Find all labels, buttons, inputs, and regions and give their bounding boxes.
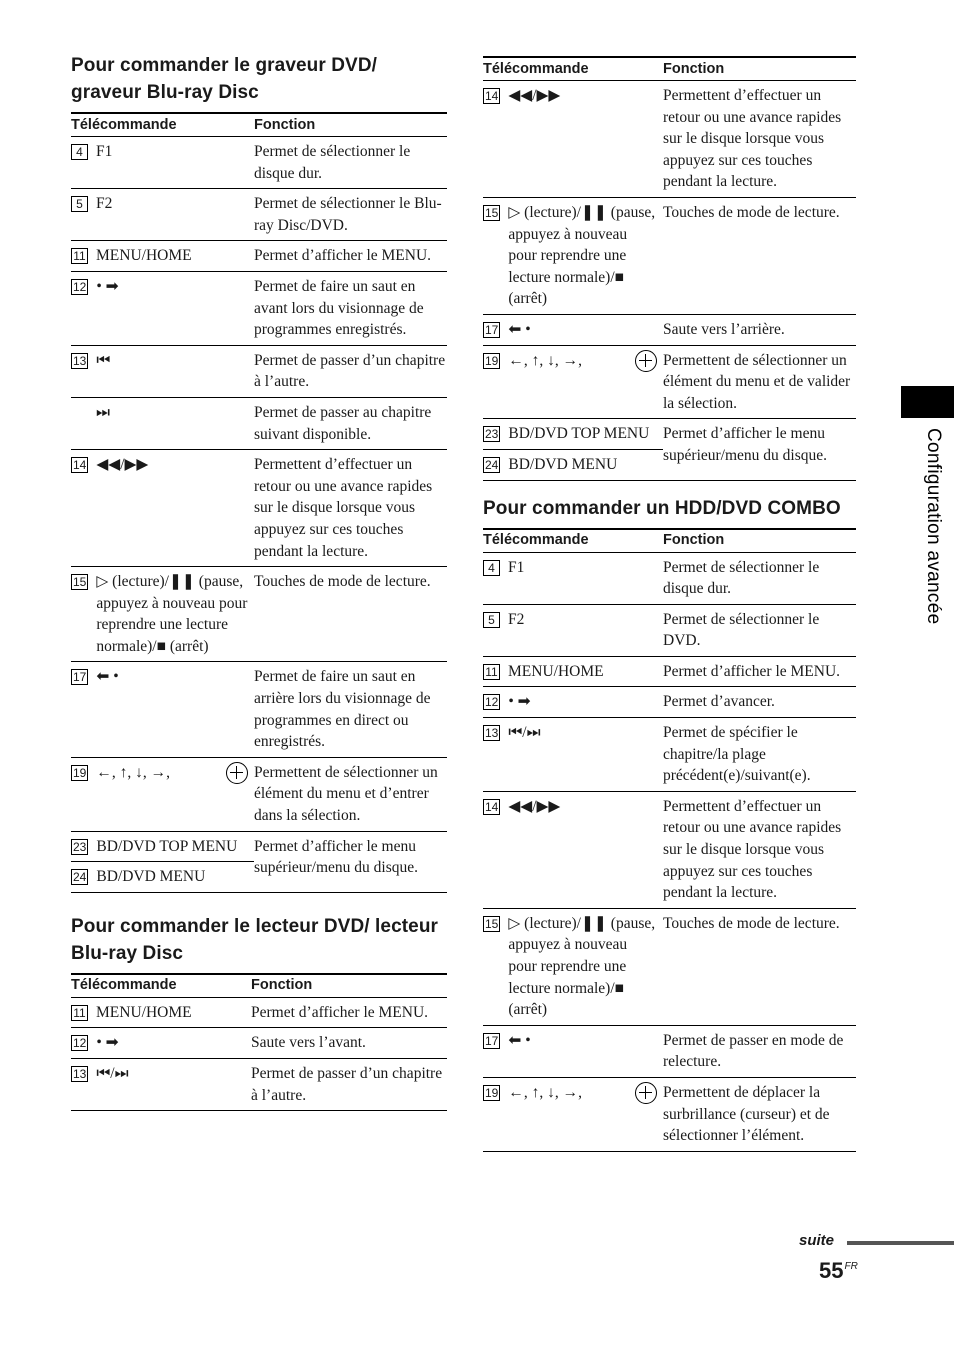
key-number-badge: 11 xyxy=(71,248,88,264)
remote-cell xyxy=(483,1077,663,1151)
table-row xyxy=(71,241,447,272)
remote-cell xyxy=(71,757,254,831)
remote-key-label: F1 xyxy=(96,143,113,160)
key-number-badge: 11 xyxy=(483,664,500,680)
side-section-label: Configuration avancée xyxy=(923,428,944,625)
remote-key-label: F1 xyxy=(508,558,525,576)
table-row xyxy=(71,1028,447,1059)
table-body xyxy=(71,997,447,1110)
remote-cell xyxy=(483,604,663,656)
left-column xyxy=(71,52,447,1111)
key-number-badge: 17 xyxy=(485,322,499,337)
table-row xyxy=(483,656,856,687)
header-remote: Télécommande xyxy=(483,57,663,81)
key-number-badge: 14 xyxy=(485,799,499,814)
function-cell: Permet de sélectionner le disque dur. xyxy=(663,552,856,604)
remote-cell xyxy=(71,137,254,189)
table-row xyxy=(71,757,447,831)
function-cell: Permet de faire un saut en arrière lors du visionnage de programmes en direct ou enregistrés. xyxy=(254,662,447,757)
function-cell: Permet de sélectionner le Blu-ray Disc/DVD. xyxy=(254,189,447,241)
table-body xyxy=(483,552,856,1151)
table-row xyxy=(71,1059,447,1111)
header-function: Fonction xyxy=(254,113,447,137)
remote-cell xyxy=(483,81,663,198)
table-row xyxy=(483,81,856,198)
header-function: Fonction xyxy=(251,974,447,998)
remote-key-label: ▷ (lecture)/❚❚ (pause, appuyez à nouveau pour reprendre une lecture normale)/■ (arrêt) xyxy=(508,914,656,1019)
key-number-badge: 23 xyxy=(485,427,499,442)
remote-key-label: • ➡ xyxy=(508,693,531,711)
remote-key-label: ▷ (lecture)/❚❚ (pause, appuyez à nouveau pour reprendre une lecture normale)/■ (arrêt) xyxy=(508,203,656,308)
table-player-continued xyxy=(483,56,856,481)
table-row xyxy=(483,197,856,314)
table-body xyxy=(71,137,447,893)
function-cell: Permet de passer d’un chapitre à l’autre. xyxy=(251,1059,447,1111)
table-row xyxy=(483,908,856,1025)
function-cell: Permettent d’effectuer un retour ou une avance rapides sur le disque lorsque vous appuyez sur ces touches pendant la lecture. xyxy=(254,450,447,567)
remote-key-label: ◀◀/▶▶ xyxy=(508,797,561,815)
remote-key-label: BD/DVD TOP MENU xyxy=(96,837,238,855)
remote-key-label: ⏮/⏭ xyxy=(508,724,541,742)
function-cell: Saute vers l’arrière. xyxy=(663,314,856,345)
remote-cell xyxy=(71,397,254,449)
key-number-badge: 4 xyxy=(483,560,500,576)
function-cell: Permet de sélectionner le disque dur. xyxy=(254,137,447,189)
remote-key-label: • ➡ xyxy=(96,1034,119,1052)
remote-key-label: ←, ↑, ↓, →, xyxy=(508,351,582,369)
key-number-badge: 12 xyxy=(485,695,499,710)
remote-cell xyxy=(71,1028,251,1059)
table-row xyxy=(483,687,856,718)
remote-cell xyxy=(483,419,663,450)
key-number-badge: 23 xyxy=(73,839,87,854)
remote-key-label: BD/DVD TOP MENU xyxy=(508,425,650,443)
remote-key-label: ▷ (lecture)/❚❚ (pause, appuyez à nouveau pour reprendre une lecture normale)/■ (arrêt) xyxy=(96,573,248,655)
remote-key-label: ⬅ • xyxy=(508,320,531,338)
key-number-badge: 15 xyxy=(73,575,87,590)
key-number-badge: 13 xyxy=(73,353,87,368)
table-body xyxy=(483,81,856,481)
key-number-badge: 14 xyxy=(73,458,87,473)
remote-cell xyxy=(483,656,663,687)
table-row xyxy=(71,271,447,345)
key-number-badge: 15 xyxy=(485,916,499,931)
key-number-badge: 12 xyxy=(73,1036,87,1051)
table-row xyxy=(71,345,447,397)
enter-button-icon xyxy=(635,1082,657,1104)
function-cell: Permettent de sélectionner un élément du menu et de valider la sélection. xyxy=(663,345,856,419)
remote-key-label: BD/DVD MENU xyxy=(508,455,618,473)
remote-cell xyxy=(483,908,663,1025)
table-row xyxy=(71,997,447,1028)
function-cell: Saute vers l’avant. xyxy=(251,1028,447,1059)
remote-key-label: BD/DVD MENU xyxy=(96,868,206,886)
table-row xyxy=(483,419,856,450)
function-cell: Touches de mode de lecture. xyxy=(254,567,447,662)
remote-key-label: ◀◀/▶▶ xyxy=(508,87,561,104)
key-number-badge: 24 xyxy=(73,870,87,885)
remote-cell xyxy=(483,687,663,718)
table-row xyxy=(483,604,856,656)
remote-cell xyxy=(71,271,254,345)
key-number-badge: 13 xyxy=(73,1067,87,1081)
table-row xyxy=(71,137,447,189)
remote-cell xyxy=(71,345,254,397)
table-recorder xyxy=(71,112,447,893)
table-row xyxy=(483,314,856,345)
function-cell: Permet de faire un saut en avant lors du visionnage de programmes enregistrés. xyxy=(254,271,447,345)
remote-key-label: ⬅ • xyxy=(508,1031,531,1049)
table-row xyxy=(483,791,856,908)
remote-cell xyxy=(483,791,663,908)
section-title-combo: Pour commander un HDD/DVD COMBO xyxy=(483,497,841,519)
key-number-badge: 5 xyxy=(483,612,500,628)
continued-label: suite xyxy=(799,1232,835,1249)
remote-key-label: ◀◀/▶▶ xyxy=(96,456,149,474)
table-row xyxy=(71,567,447,662)
table-row xyxy=(483,552,856,604)
table-row xyxy=(71,450,447,567)
function-cell: Permet d’afficher le MENU. xyxy=(663,656,856,687)
key-number-badge: 5 xyxy=(71,196,88,212)
function-cell: Permet de spécifier le chapitre/la plage précédent(e)/suivant(e). xyxy=(663,718,856,792)
header-function: Fonction xyxy=(663,529,856,553)
key-number-badge: 15 xyxy=(485,205,499,220)
remote-key-label: F2 xyxy=(508,610,525,628)
key-number-badge: 19 xyxy=(485,1085,499,1100)
remote-cell xyxy=(71,831,254,862)
function-cell: Permettent de déplacer la surbrillance (curseur) et de sélectionner l’élément. xyxy=(663,1077,856,1151)
remote-cell xyxy=(71,997,251,1028)
table-row xyxy=(71,662,447,757)
page-number-value: 55 xyxy=(819,1258,844,1283)
function-cell: Permet d’afficher le menu supérieur/menu du disque. xyxy=(663,419,856,480)
remote-key-label: ⏮ xyxy=(96,351,111,369)
remote-cell xyxy=(483,314,663,345)
remote-cell xyxy=(71,662,254,757)
key-number-badge: 4 xyxy=(71,144,88,160)
key-number-badge: 19 xyxy=(73,765,87,780)
remote-key-label: ←, ↑, ↓, →, xyxy=(96,763,170,781)
key-number-badge: 13 xyxy=(485,726,499,741)
function-cell: Permet d’avancer. xyxy=(663,687,856,718)
remote-cell xyxy=(483,197,663,314)
remote-key-label: ←, ↑, ↓, →, xyxy=(508,1083,582,1101)
header-remote: Télécommande xyxy=(71,113,254,137)
key-number-badge: 11 xyxy=(71,1005,88,1021)
table-row xyxy=(71,397,447,449)
header-remote: Télécommande xyxy=(71,974,251,998)
remote-cell xyxy=(71,189,254,241)
function-cell: Touches de mode de lecture. xyxy=(663,908,856,1025)
key-number-badge: 12 xyxy=(73,279,87,294)
section-title-player: Pour commander le lecteur DVD/ lecteur Blu-ray Disc xyxy=(71,915,439,964)
remote-cell xyxy=(483,1025,663,1077)
remote-key-label: MENU/HOME xyxy=(508,662,604,680)
remote-cell xyxy=(71,241,254,272)
remote-cell xyxy=(71,567,254,662)
header-function: Fonction xyxy=(663,57,856,81)
function-cell: Permet de passer d’un chapitre à l’autre. xyxy=(254,345,447,397)
enter-button-icon xyxy=(635,350,657,372)
function-cell: Permet de passer au chapitre suivant disponible. xyxy=(254,397,447,449)
function-cell: Permet d’afficher le MENU. xyxy=(251,997,447,1028)
function-cell: Permettent d’effectuer un retour ou une avance rapides sur le disque lorsque vous appuyez sur ces touches pendant la lecture. xyxy=(663,81,856,198)
table-row xyxy=(483,718,856,792)
key-number-badge: 24 xyxy=(485,457,499,472)
table-player xyxy=(71,973,447,1111)
table-row xyxy=(483,345,856,419)
remote-key-label: ⏭ xyxy=(96,403,110,421)
table-row xyxy=(483,1025,856,1077)
key-number-badge: 17 xyxy=(73,670,87,685)
remote-key-label: F2 xyxy=(96,195,113,213)
remote-cell xyxy=(483,552,663,604)
key-number-badge: 14 xyxy=(485,89,499,103)
remote-cell xyxy=(483,718,663,792)
remote-key-label: MENU/HOME xyxy=(96,1003,192,1021)
remote-cell xyxy=(483,345,663,419)
function-cell: Touches de mode de lecture. xyxy=(663,197,856,314)
right-column xyxy=(483,56,856,1152)
key-number-badge: 17 xyxy=(485,1033,499,1048)
section-title-recorder: Pour commander le graveur DVD/ graveur Blu-ray Disc xyxy=(71,55,378,103)
header-remote: Télécommande xyxy=(483,529,663,553)
table-row xyxy=(71,189,447,241)
function-cell: Permet d’afficher le menu supérieur/menu du disque. xyxy=(254,831,447,892)
remote-cell xyxy=(483,449,663,480)
table-row xyxy=(483,1077,856,1151)
function-cell: Permettent de sélectionner un élément du menu et d’entrer dans la sélection. xyxy=(254,757,447,831)
function-cell: Permet d’afficher le MENU. xyxy=(254,241,447,272)
table-row xyxy=(71,831,447,862)
remote-key-label: MENU/HOME xyxy=(96,247,192,265)
table-combo xyxy=(483,528,856,1152)
page-language-suffix: FR xyxy=(844,1261,858,1272)
enter-button-icon xyxy=(226,762,248,784)
function-cell: Permettent d’effectuer un retour ou une avance rapides sur le disque lorsque vous appuyez sur ces touches pendant la lecture. xyxy=(663,791,856,908)
remote-key-label: ⬅ • xyxy=(96,668,119,686)
function-cell: Permet de sélectionner le DVD. xyxy=(663,604,856,656)
remote-cell xyxy=(71,450,254,567)
side-tab-marker xyxy=(901,386,954,418)
key-number-badge: 19 xyxy=(485,353,499,368)
remote-cell xyxy=(71,1059,251,1111)
remote-key-label: ⏮/⏭ xyxy=(96,1065,129,1082)
remote-cell xyxy=(71,862,254,893)
page-number xyxy=(819,1258,858,1284)
remote-key-label: • ➡ xyxy=(96,277,119,295)
function-cell: Permet de passer en mode de relecture. xyxy=(663,1025,856,1077)
continued-bar xyxy=(847,1241,954,1245)
